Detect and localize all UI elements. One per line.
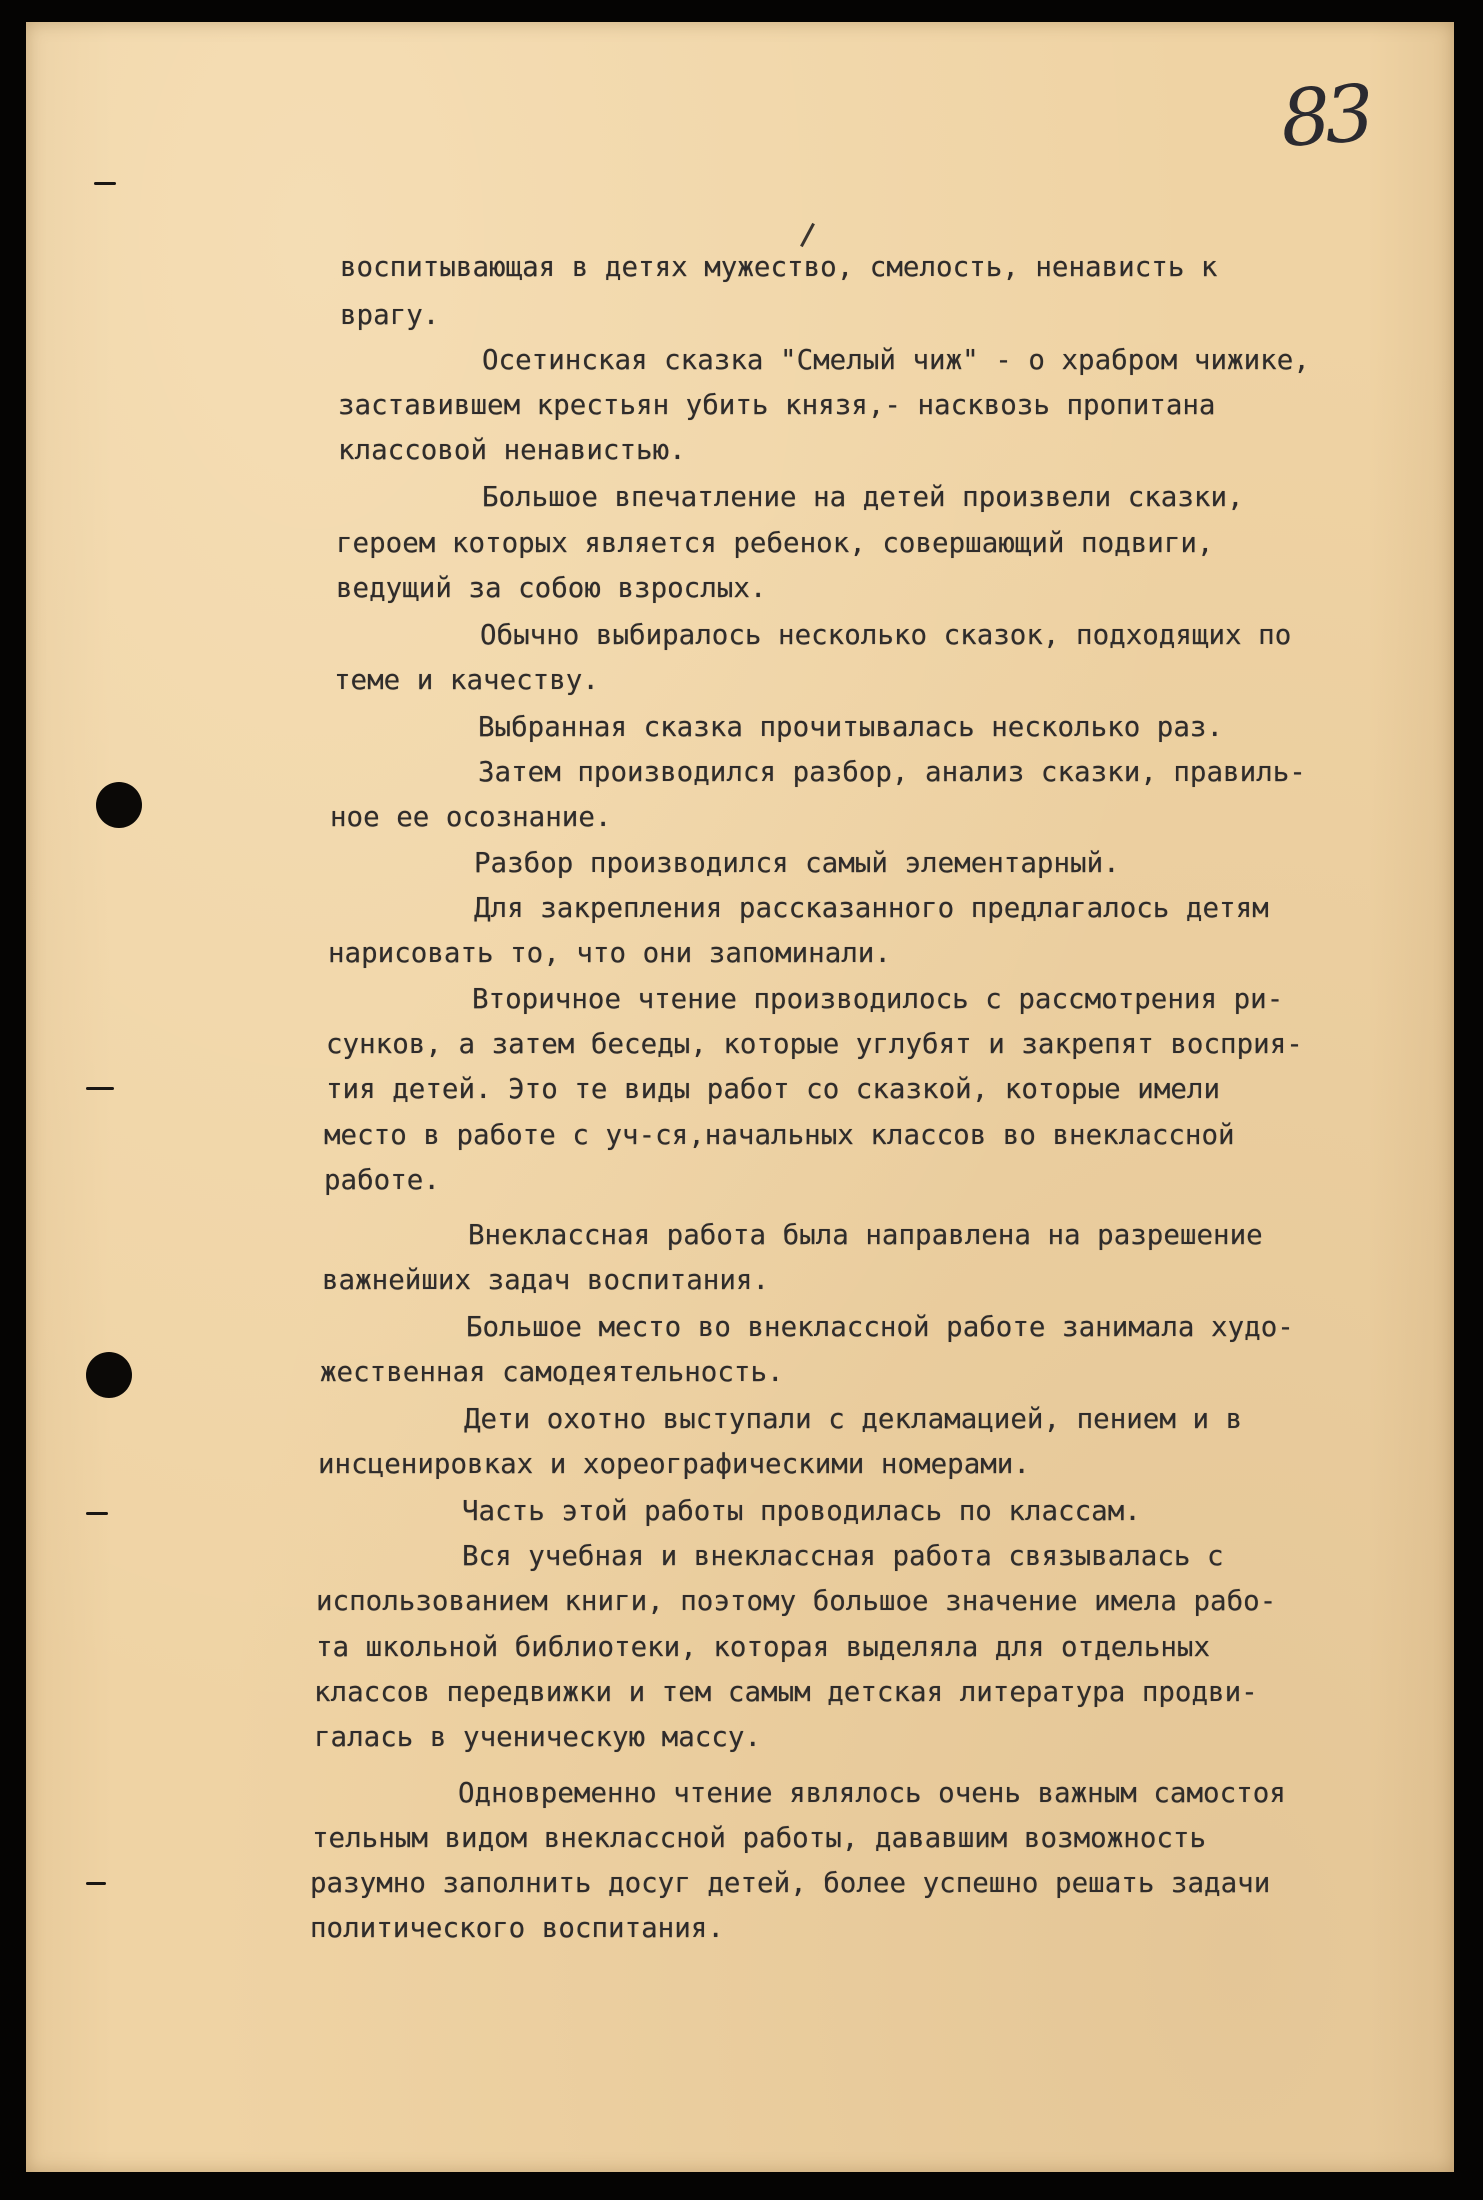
text-line: Одновременно чтение являлось очень важным самостоя <box>458 1777 1286 1809</box>
punch-hole-bottom <box>86 1352 132 1398</box>
margin-mark <box>86 1882 106 1885</box>
punch-hole-top <box>96 782 142 828</box>
text-line: теме и качеству. <box>334 664 599 696</box>
text-line: воспитывающая в детях мужество, смелость, ненависть к <box>340 251 1218 283</box>
text-line: тия детей. Это те виды работ со сказкой, которые имели <box>326 1073 1221 1105</box>
text-line: Для закрепления рассказанного предлагалось детям <box>474 892 1269 924</box>
text-line: та школьной библиотеки, которая выделяла для отдельных <box>316 1631 1211 1663</box>
text-line: героем которых является ребенок, совершающий подвиги, <box>336 527 1214 559</box>
text-line: важнейших задач воспитания. <box>322 1264 770 1296</box>
text-line: врагу. <box>340 299 440 331</box>
text-line: заставившем крестьян убить князя,- насквозь пропитана <box>338 389 1216 421</box>
text-line: сунков, а затем беседы, которые углубят и закрепят восприя- <box>326 1028 1303 1060</box>
text-line: классовой ненавистью. <box>338 434 686 466</box>
text-line: Внеклассная работа была направлена на разрешение <box>468 1219 1263 1251</box>
text-line: жественная самодеятельность. <box>320 1356 784 1388</box>
text-line: галась в ученическую массу. <box>314 1721 762 1753</box>
margin-mark <box>86 1512 108 1515</box>
text-line: Выбранная сказка прочитывалась несколько раз. <box>478 711 1224 743</box>
text-line: политического воспитания. <box>310 1912 724 1944</box>
margin-mark <box>86 1087 114 1090</box>
text-line: нарисовать то, что они запоминали. <box>328 937 891 969</box>
text-line: разумно заполнить досуг детей, более успешно решать задачи <box>310 1867 1271 1899</box>
text-line: Затем производился разбор, анализ сказки, правиль- <box>478 756 1306 788</box>
text-line: место в работе с уч-ся,начальных классов во внеклассной <box>324 1119 1235 1151</box>
text-line: работе. <box>324 1164 440 1196</box>
text-line: Обычно выбиралось несколько сказок, подходящих по <box>480 619 1292 651</box>
text-line: Вторичное чтение производилось с рассмотрения ри- <box>472 983 1284 1015</box>
text-line: Дети охотно выступали с декламацией, пением и в <box>464 1403 1243 1435</box>
handwritten-page-number: 83 <box>1277 69 1372 165</box>
margin-mark <box>94 182 116 185</box>
text-line: Большое место во внеклассной работе занимала худо- <box>466 1311 1294 1343</box>
typewritten-page <box>26 22 1454 2172</box>
text-line: использованием книги, поэтому большое значение имела рабо- <box>316 1585 1277 1617</box>
text-line: Часть этой работы проводилась по классам. <box>462 1495 1141 1527</box>
pencil-mark <box>800 223 815 247</box>
text-line: тельным видом внеклассной работы, дававшим возможность <box>312 1822 1207 1854</box>
text-line: Большое впечатление на детей произвели сказки, <box>482 481 1244 513</box>
text-line: ное ее осознание. <box>330 801 612 833</box>
text-line: классов передвижки и тем самым детская литература продви- <box>314 1676 1258 1708</box>
text-line: инсценировках и хореографическими номерами. <box>318 1448 1030 1480</box>
text-line: Разбор производился самый элементарный. <box>474 847 1120 879</box>
text-line: Вся учебная и внеклассная работа связывалась с <box>462 1540 1224 1572</box>
text-line: Осетинская сказка "Смелый чиж" - о храбром чижике, <box>482 344 1310 376</box>
text-line: ведущий за собою взрослых. <box>336 572 767 604</box>
